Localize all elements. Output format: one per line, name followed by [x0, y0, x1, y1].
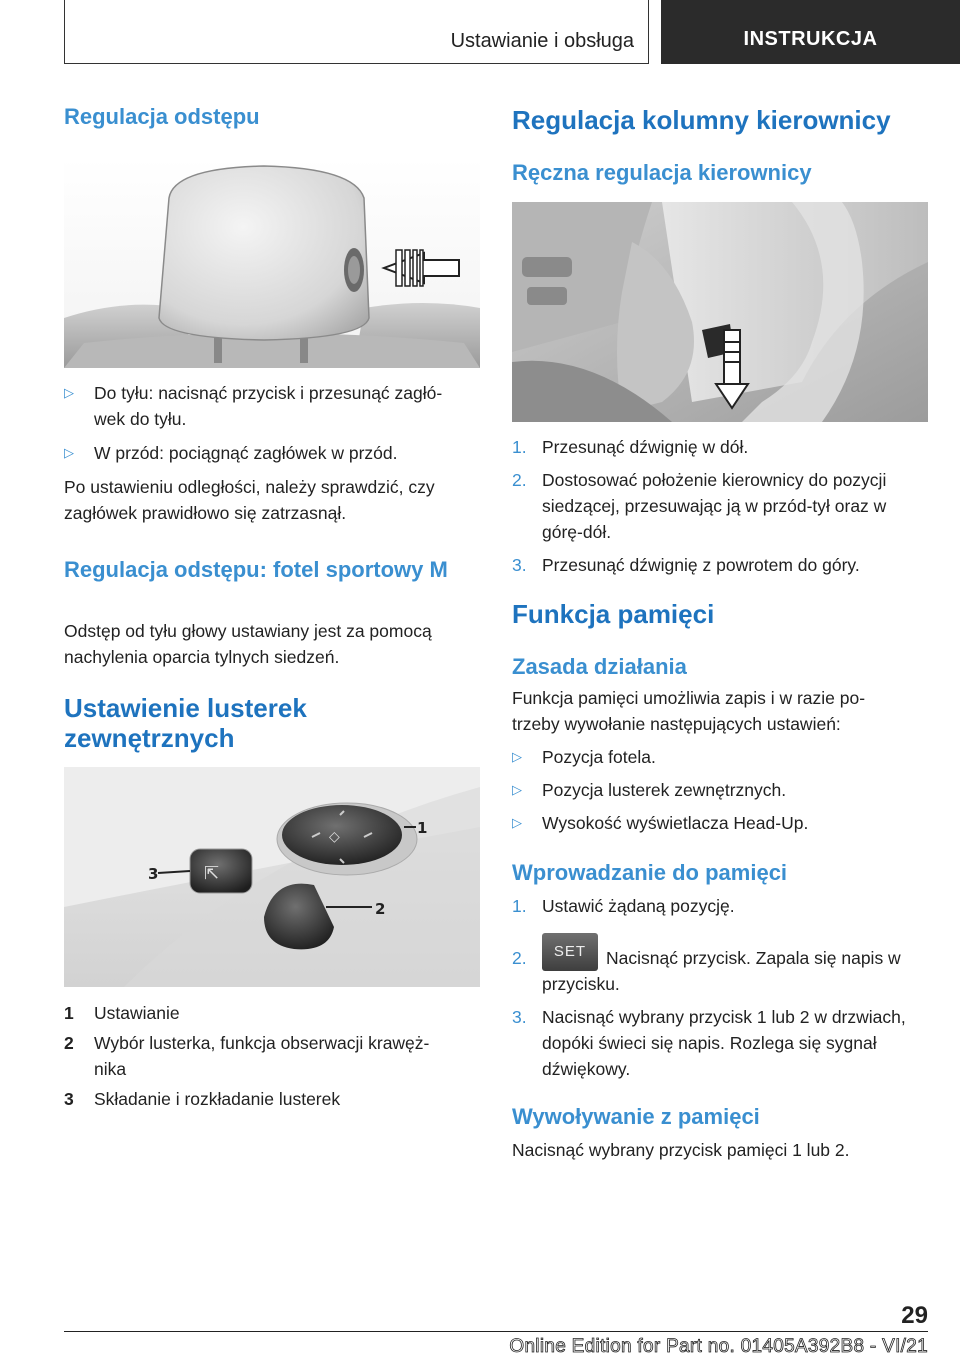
svg-text:◇: ◇ [329, 829, 340, 845]
distance-note: Po ustawieniu odległości, należy sprawdzić, czy zagłówek prawidłowo się zatrzasnął. [64, 477, 435, 523]
list-item: ▷ Do tyłu: nacisnąć przycisk i przesunąć zagłó- wek do tyłu. [64, 380, 480, 432]
heading-sport-seat: Regulacja odstępu: fotel sportowy M [64, 557, 448, 582]
heading-manual-adjustment: Ręczna regulacja kierownicy [512, 160, 812, 185]
steering-column-illustration [512, 202, 928, 422]
callout-2: 2 [375, 900, 386, 918]
callout-1: 1 [417, 819, 428, 837]
list-item: ▷ W przód: pociągnąć zagłówek w przód. [64, 440, 480, 466]
callout-3: 3 [148, 865, 159, 883]
recall-text: Nacisnąć wybrany przycisk pamięci 1 lub 2. [512, 1140, 850, 1160]
triangle-right-icon: ▷ [64, 445, 74, 460]
list-item: ▷ Pozycja fotela. [512, 744, 928, 770]
heading-steering-column: Regulacja kolumny kierownicy [512, 105, 891, 135]
header-section-title: Ustawianie i obsługa [450, 30, 634, 52]
list-item: ▷ Pozycja lusterek zewnętrznych. [512, 777, 928, 803]
legend-item: 3 Składanie i rozkładanie lusterek [64, 1089, 341, 1109]
heading-memory-function: Funkcja pamięci [512, 599, 715, 629]
list-item: 1. Ustawić żądaną pozycję. [512, 896, 735, 916]
page-number: 29 [901, 1302, 928, 1329]
list-item: 3. Przesunąć dźwignię z powrotem do góry. [512, 555, 860, 575]
heading-mirrors: Ustawienie lusterek zewnętrznych [64, 693, 307, 753]
header-section-box [64, 0, 649, 64]
list-item: 2. SET Nacisnąć przycisk. Zapala się napis w przycisku. [512, 933, 928, 997]
sport-text: Odstęp od tyłu głowy ustawiany jest za pomocą nachylenia oparcia tylnych siedzeń. [64, 621, 432, 667]
heading-principle: Zasada działania [512, 654, 687, 679]
footer-divider [64, 1331, 928, 1332]
legend-item: 2 Wybór lusterka, funkcja obserwacji krawęż- nika [64, 1033, 430, 1079]
svg-text:⇱: ⇱ [204, 863, 220, 884]
heading-recall: Wywoływanie z pamięci [512, 1104, 760, 1129]
headrest-illustration [64, 158, 480, 368]
principle-text: Funkcja pamięci umożliwia zapis i w razie po- trzeby wywołanie następujących ustawień: [512, 688, 866, 734]
triangle-right-icon: ▷ [512, 749, 522, 764]
list-item: 1. Przesunąć dźwignię w dół. [512, 437, 749, 457]
list-item: ▷ Wysokość wyświetlacza Head-Up. [512, 810, 928, 836]
triangle-right-icon: ▷ [64, 385, 74, 400]
header-tab: INSTRUKCJA [661, 0, 960, 64]
triangle-right-icon: ▷ [512, 782, 522, 797]
footer-edition: Online Edition for Part no. 01405A392B8 - VI/21 [509, 1336, 928, 1357]
heading-store: Wprowadzanie do pamięci [512, 860, 788, 885]
triangle-right-icon: ▷ [512, 815, 522, 830]
set-button-icon: SET [542, 933, 598, 971]
list-item: 2. Dostosować położenie kierownicy do pozycji siedzącej, przesuwając ją w przód-tył oraz w górę-dół. [512, 470, 887, 542]
heading-distance: Regulacja odstępu [64, 104, 260, 129]
mirror-control-illustration [64, 767, 480, 987]
list-item: 3. Nacisnąć wybrany przycisk 1 lub 2 w drzwiach, dopóki świeci się napis. Rozlega się sygnał dźwiękowy. [512, 1007, 906, 1079]
legend-item: 1 Ustawianie [64, 1003, 180, 1023]
